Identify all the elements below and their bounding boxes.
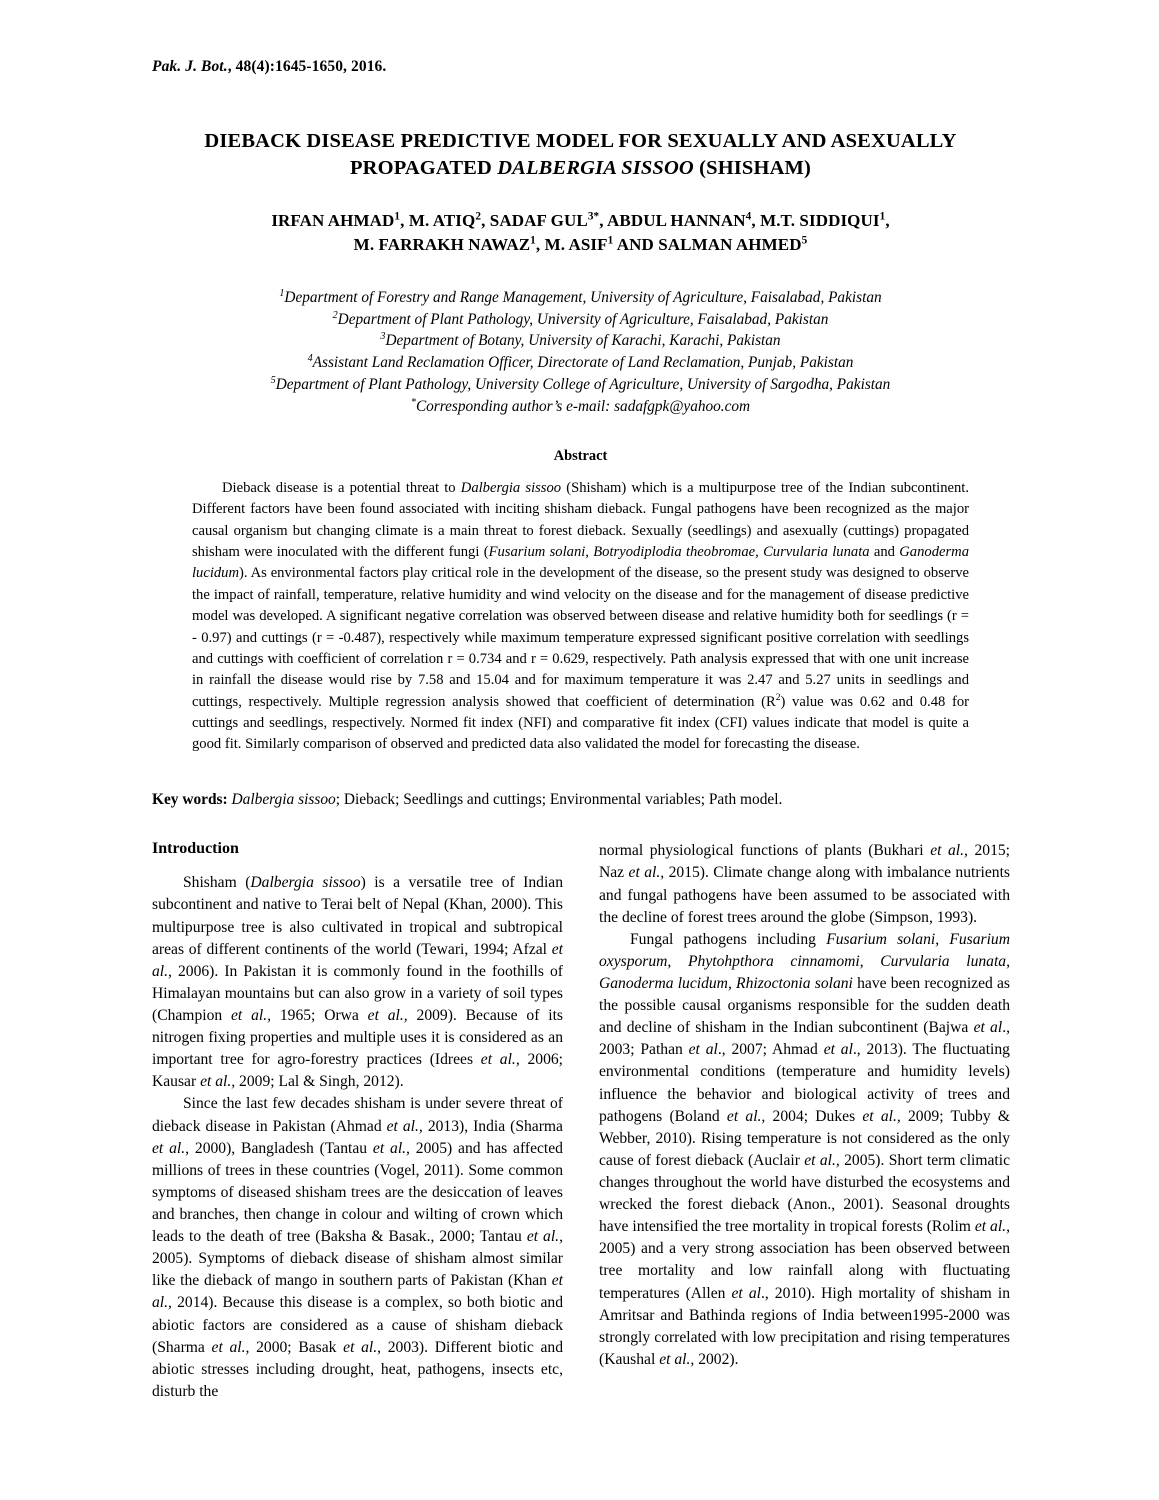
abstract-text — [192, 478, 969, 756]
journal-name: Pak. J. Bot. — [152, 58, 228, 75]
abstract-seg: Dieback disease is a potential threat to — [222, 479, 461, 496]
et-al: et al., — [152, 1272, 563, 1312]
abstract-species: Ganoderma lucidum — [192, 544, 969, 582]
affiliation-marker: 1 — [279, 287, 285, 299]
et-al: et al., — [152, 1139, 190, 1157]
et-al: et al — [688, 1041, 718, 1059]
et-al: et al., — [211, 1338, 250, 1356]
keywords-line — [152, 789, 1009, 811]
para-seg: normal physiological functions of plants (Bukhari — [599, 842, 931, 860]
affiliation-marker: 2 — [332, 309, 338, 321]
r-squared-exponent: 2 — [775, 691, 781, 703]
affiliation-marker: 3 — [380, 331, 386, 343]
abstract-species: Dalbergia sissoo — [460, 479, 562, 496]
abstract-species: Fusarium solani, Botryodiplodia theobromae, Curvularia lunata — [488, 544, 870, 561]
title-species-name: DALBERGIA SISSOO — [497, 157, 694, 180]
title-line-1: DIEBACK DISEASE PREDICTIVE MODEL FOR SEXUALLY AND ASEXUALLY — [204, 130, 957, 152]
author-affiliation-marker: 3* — [587, 209, 600, 222]
introduction-heading: Introduction — [152, 840, 239, 858]
para-seg: 2014). Because this disease is a complex, so both biotic and abiotic factors are considered as a cause of shisham dieback (Sharma — [152, 1294, 563, 1356]
para-seg: 2000), Bangladesh (Tantau — [189, 1139, 373, 1157]
title-line-2-prefix: PROPAGATED — [349, 157, 498, 180]
para-seg: ., 2003; Pathan — [599, 1019, 1010, 1059]
affiliation-marker: 5 — [270, 375, 276, 387]
author-affiliation-marker: 1 — [879, 209, 886, 222]
author-name: IRFAN AHMAD — [271, 210, 395, 230]
et-al: et al., — [372, 1139, 410, 1157]
et-al: et al., — [974, 1218, 1010, 1236]
et-al: et al., — [200, 1073, 236, 1091]
keyword-species: Dalbergia sissoo — [231, 790, 336, 808]
et-al: et al., — [343, 1338, 382, 1356]
para-seg: have been recognized as the possible causal organisms responsible for the sudden death and decline of shisham in the Indian subcontinent (Bajwa — [599, 975, 1010, 1037]
affiliation-item — [172, 330, 989, 352]
abstract-seg: and — [869, 544, 900, 561]
para-seg: 2009; Tubby & Webber, 2010). Rising temperature is not considered as the only cause of forest dieback (Auclair — [599, 1107, 1010, 1169]
author-name: ABDUL HANNAN — [607, 210, 746, 230]
journal-issue-pages: , 48(4):1645-1650, 2016. — [227, 58, 387, 75]
et-al: et al., — [386, 1117, 423, 1135]
affiliation-text: Department of Plant Pathology, University College of Agriculture, University of Sargodha, Pakistan — [275, 376, 891, 394]
para-seg: 2015). Climate change along with imbalance nutrients and fungal pathogens have been assumed to be associated with the decline of forest trees around the globe (Simpson, 1993). — [599, 864, 1010, 926]
et-al: et al., — [480, 1051, 520, 1069]
para-seg: 2000; Basak — [249, 1338, 344, 1356]
para-seg: 2005) and a very strong association has been observed between tree mortality and low rainfall along with fluctuating temperatures (Allen — [599, 1240, 1010, 1302]
author-list: IRFAN AHMAD$^1$, M. ATIQ$^2$, SADAF $GUL^{3*}$, ABDUL HANNAN$^4$, M.T. SIDDIQUI$^1$, M. FARRAKH NAWAZ$^1$, M. ASIF$^1$ AND SALMAN AHMED$^5$ — [271, 209, 890, 254]
et-al: et al., — [726, 1107, 766, 1125]
para-seg: ) is a versatile tree of Indian subcontinent and native to Terai belt of Nepal (Khan, 2000). This multipurpose tree is also cultivated in tropical and subtropical areas of different continents of the world (Tewari, 1994; Afzal — [152, 874, 564, 958]
para-seg: ., 2013). The fluctuating environmental conditions (temperature and humidity levels) influence the behavior and biological activity of trees and pathogens (Boland — [599, 1041, 1010, 1125]
author-affiliation-marker: 4 — [745, 209, 752, 222]
et-al: et al., — [659, 1350, 695, 1368]
author-name: M.T. SIDDIQUI — [760, 210, 880, 230]
et-al: et al., — [152, 940, 563, 980]
para-seg: 2002). — [694, 1350, 739, 1368]
et-al: et al., — [526, 1228, 563, 1246]
author-name: SADAF GUL — [489, 210, 588, 230]
keywords-text: ; Dieback; Seedlings and cuttings; Environmental variables; Path model. — [335, 790, 783, 808]
et-al: et al — [731, 1284, 761, 1302]
abstract-seg: ). As environmental factors play critical role in the development of the disease, so the present study was designed to observe the impact of rainfall, temperature, relative humidity and wind velocity on the disease and for the management of disease predictive model was developed. A significant negative correlation was observed between disease and relative humidity both for seedlings (r = - 0.97) and cuttings (r = -0.487), respectively while maximum temperature expressed significant positive correlation with seedlings and cuttings with coefficient of correlation r = 0.734 and r = 0.629, respectively. Path analysis expressed that with one unit increase in rainfall the disease would rise by 7.58 and 15.04 and for maximum temperature it was 2.47 and 5.27 units in seedlings and cuttings, respectively. Multiple regression analysis showed that coefficient of determination (R — [192, 565, 969, 710]
intro-paragraph-4 — [599, 929, 1010, 1371]
author-name: M. ATIQ — [408, 210, 476, 230]
et-al: et al., — [231, 1007, 272, 1024]
para-seg: 2006; Kausar — [152, 1051, 563, 1091]
body-columns — [152, 840, 1009, 1403]
affiliation-text: Department of Forestry and Range Management, University of Agriculture, Faisalabad, Pakistan — [284, 288, 882, 306]
para-seg: 2005). Short term climatic changes throughout the world have disturbed the ecosystems and wrecked the forest dieback (Anon., 2001). Seasonal droughts have intensified the tree mortality in tropical forests (Rolim — [599, 1151, 1010, 1236]
abstract-seg: ) value was 0.62 and 0.48 for cuttings and seedlings, respectively. Normed fit index (NFI) and comparative fit index (CFI) values indicate that model is quite a good fit. Similarly comparison of observed and predicted data also validated the model for forecasting the disease. — [192, 693, 970, 753]
intro-paragraph-2 — [152, 1093, 563, 1403]
et-al: et al., — [628, 864, 665, 882]
affiliation-text: Department of Plant Pathology, University of Agriculture, Faisalabad, Pakistan — [337, 310, 829, 328]
para-seg: 2009). Because of its nitrogen fixing properties and multiple uses it is considered as an important tree for agro-forestry practices (Idrees — [152, 1007, 563, 1069]
affiliation-marker: 4 — [307, 353, 313, 365]
author-name: M. FARRAKH NAWAZ — [353, 234, 531, 254]
corresponding-email-text: Corresponding author’s e-mail: sadafgpk@yahoo.com — [415, 398, 751, 416]
affiliation-item — [172, 352, 989, 374]
corresponding-marker: * — [410, 396, 416, 408]
para-seg: 2003). Different biotic and abiotic stresses including drought, heat, pathogens, insects etc, disturb the — [152, 1338, 564, 1400]
et-al: et al — [823, 1041, 853, 1059]
para-seg: 2005) and has affected millions of trees in these countries (Vogel, 2011). Some common symptoms of diseased shisham trees are the desiccation of leaves and branches, then change in colour and wilting of crown which leads to the death of tree (Baksha & Basak., 2000; Tantau — [152, 1139, 563, 1246]
page-title — [178, 128, 983, 183]
et-al: et al., — [930, 842, 968, 860]
para-seg: 2004; Dukes — [765, 1107, 863, 1125]
affiliation-text: Department of Botany, University of Karachi, Karachi, Pakistan — [385, 332, 781, 350]
para-seg: ., 2007; Ahmad — [717, 1041, 824, 1059]
et-al: et al., — [367, 1007, 408, 1024]
affiliation-item — [172, 374, 989, 396]
affiliation-list — [172, 287, 989, 418]
journal-reference — [152, 58, 1009, 76]
intro-paragraph-3 — [599, 840, 1010, 928]
abstract-heading: Abstract — [553, 447, 608, 464]
affiliation-item — [172, 309, 989, 331]
author-affiliation-marker: 1 — [607, 233, 614, 246]
species-name: Fusarium solani, Fusarium oxysporum, Phytohpthora cinnamomi, Curvularia lunata, Ganoderma lucidum, Rhizoctonia solani — [599, 930, 1010, 992]
abstract-seg: (Shisham) which is a multipurpose tree of the Indian subcontinent. Different factors have been found associated with inciting shisham dieback. Fungal pathogens have been recognized as the major causal organism but changing climate is a main threat to forest dieback. Sexually (seedlings) and asexually (cuttings) propagated shisham were inoculated with the different fungi ( — [192, 479, 970, 561]
et-al: et al., — [804, 1151, 840, 1169]
para-seg: 2015; Naz — [599, 842, 1010, 882]
para-seg: 2009; Lal & Singh, 2012). — [235, 1073, 404, 1091]
para-seg: 2006). In Pakistan it is commonly found in the foothills of Himalayan mountains but can also grow in a variety of soil types (Champion — [152, 962, 563, 1024]
author-affiliation-marker: 1 — [394, 209, 401, 222]
para-seg: Fungal pathogens including — [630, 930, 827, 948]
species-name: Dalbergia sissoo — [250, 874, 361, 892]
title-line-2-suffix: (SHISHAM) — [693, 157, 811, 180]
author-affiliation-marker: 2 — [475, 209, 482, 222]
left-column — [152, 840, 563, 1403]
keywords-label: Key words: — [152, 790, 228, 808]
affiliation-item — [172, 287, 989, 309]
para-seg: 2005). Symptoms of dieback disease of shisham almost similar like the dieback of mango in southern parts of Pakistan (Khan — [152, 1250, 563, 1290]
para-seg: 2013), India (Sharma — [422, 1117, 563, 1135]
para-seg: 1965; Orwa — [271, 1007, 368, 1024]
corresponding-author-email — [172, 396, 989, 418]
intro-paragraph-1 — [152, 872, 563, 1093]
para-seg: Since the last few decades shisham is under severe threat of dieback disease in Pakistan (Ahmad — [152, 1095, 563, 1135]
et-al: et al., — [862, 1107, 901, 1125]
para-seg: ., 2010). High mortality of shisham in Amritsar and Bathinda regions of India between1995-2000 was strongly correlated with low precipitation and rising temperatures (Kaushal — [599, 1284, 1010, 1368]
author-name: SALMAN AHMED — [658, 234, 802, 254]
affiliation-text: Assistant Land Reclamation Officer, Directorate of Land Reclamation, Punjab, Pakistan — [312, 354, 854, 372]
author-name: M. ASIF — [544, 234, 608, 254]
para-seg: Shisham ( — [183, 874, 251, 892]
author-affiliation-marker: 1 — [530, 233, 536, 246]
author-affiliation-marker: 5 — [801, 233, 808, 246]
et-al: et al — [973, 1019, 1003, 1037]
right-column — [599, 840, 1010, 1403]
